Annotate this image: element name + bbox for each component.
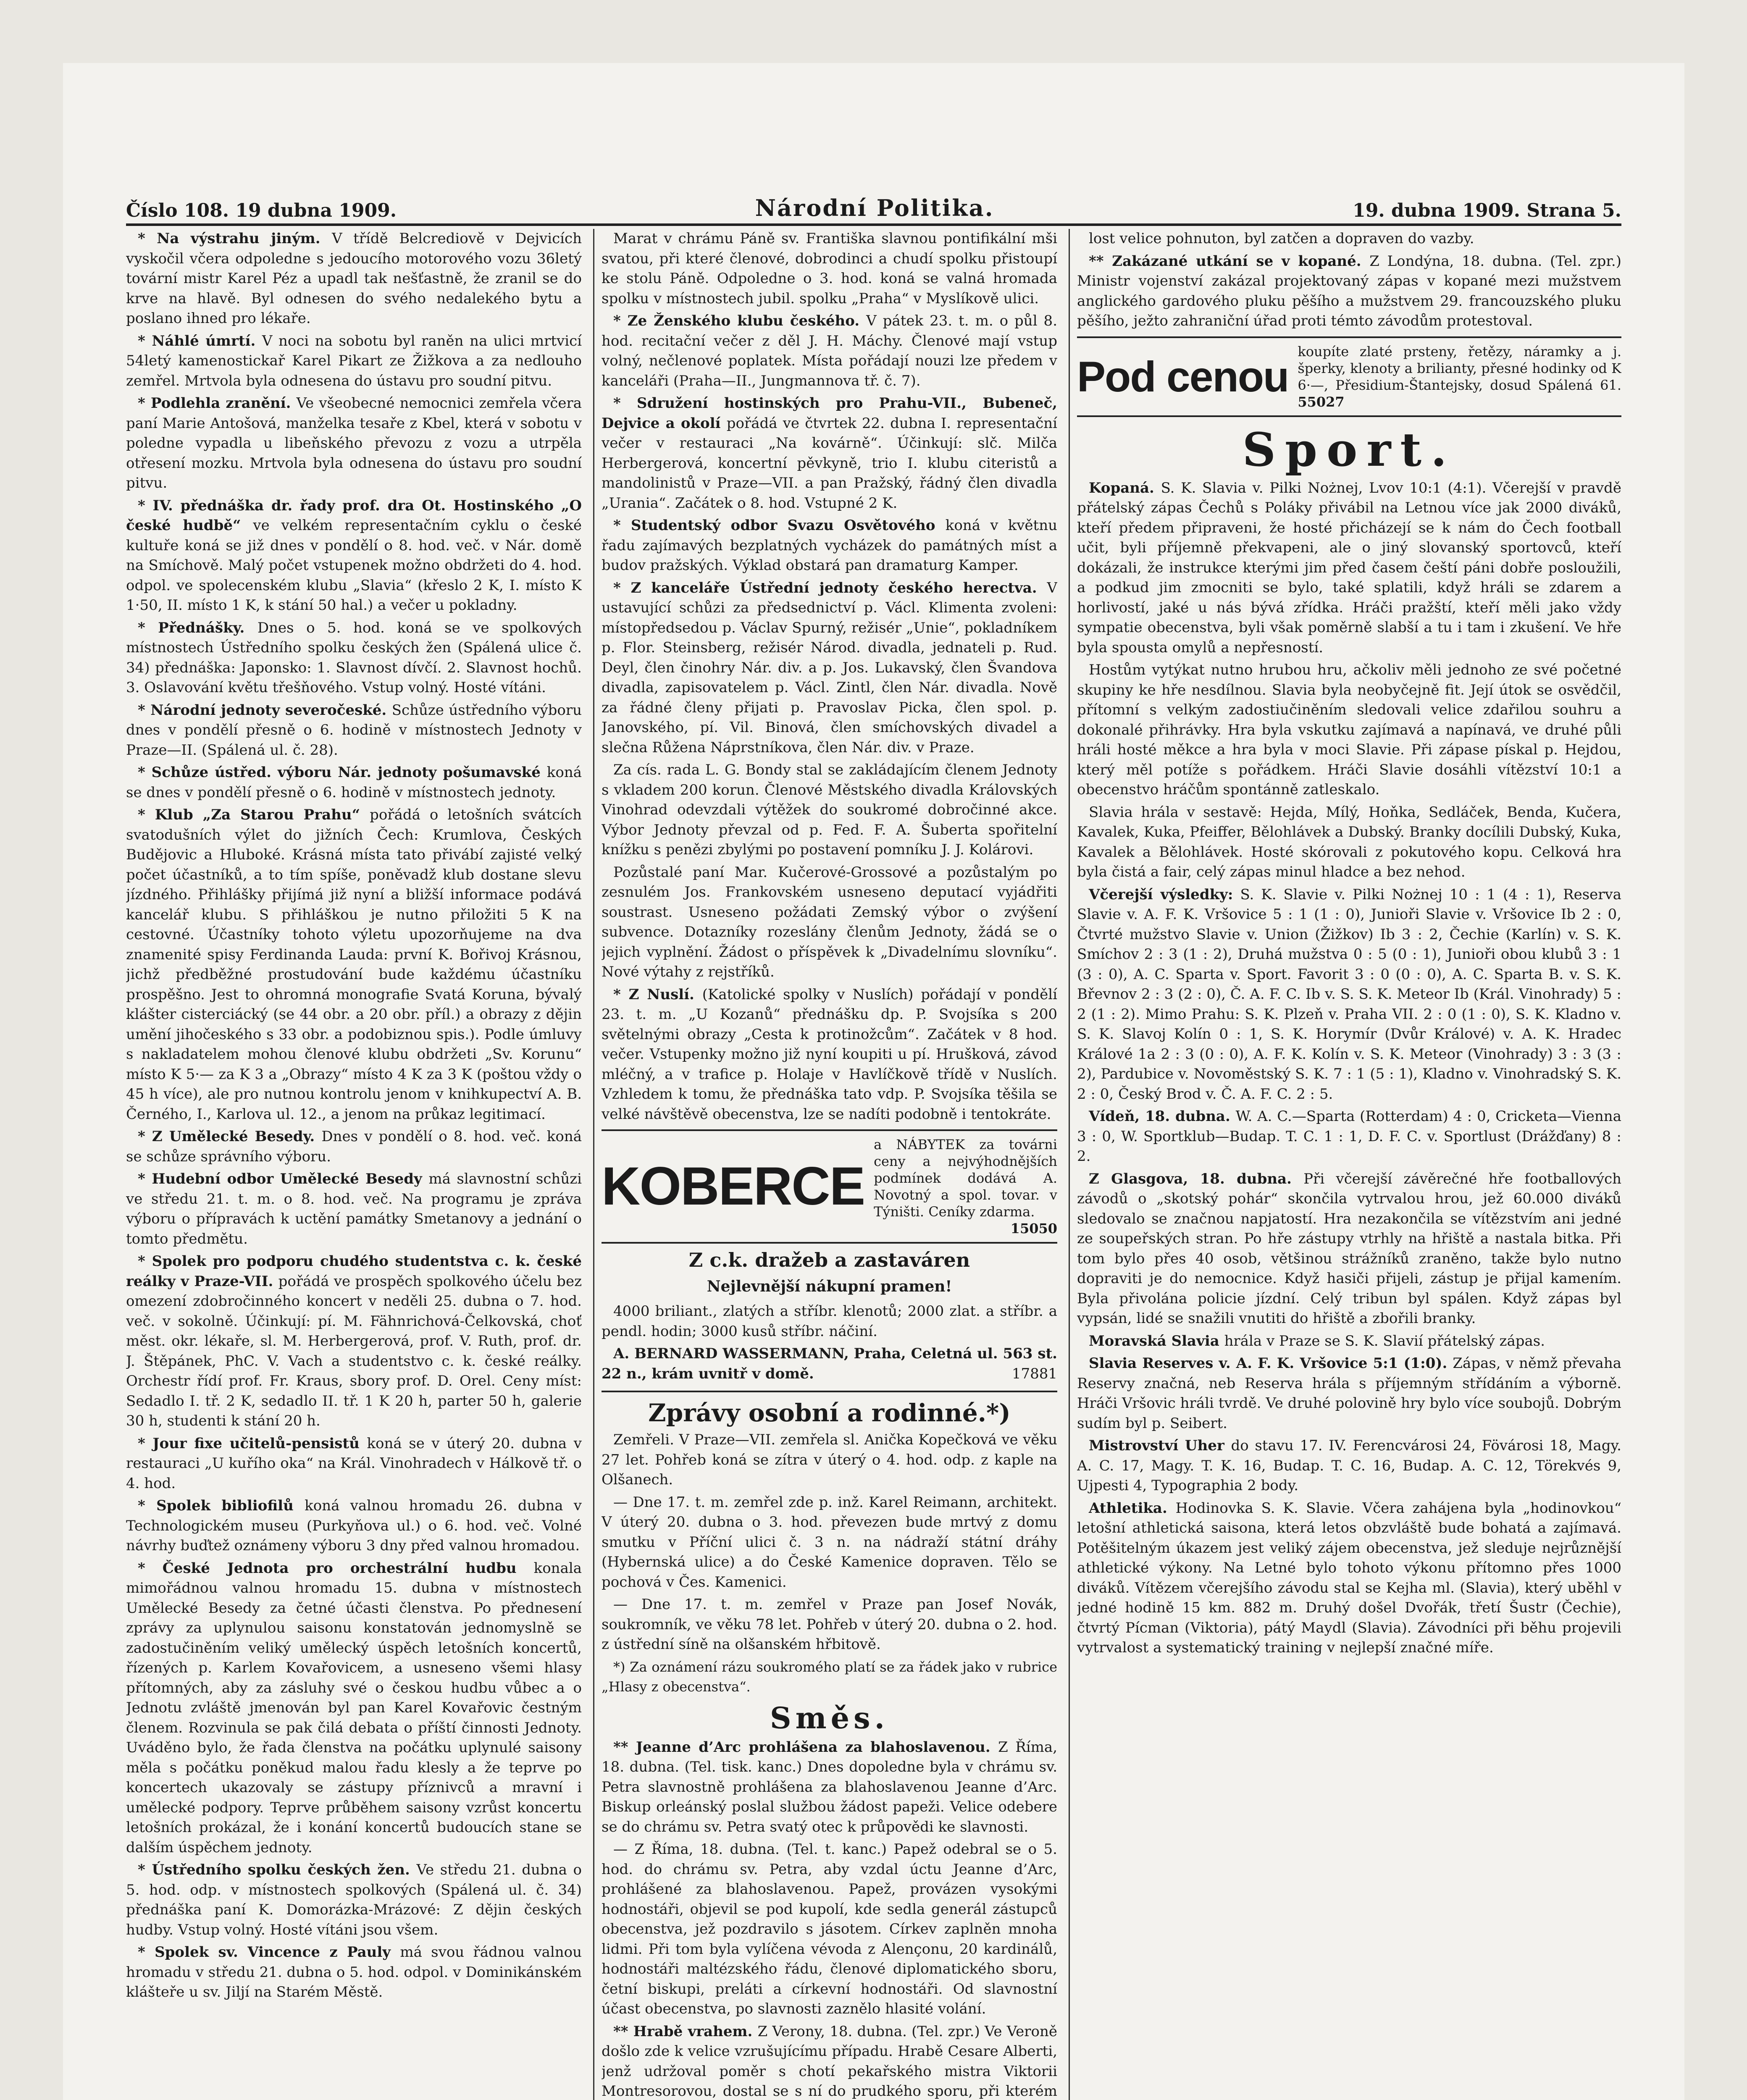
news-item-text: Dnes v pondělí o 8. hod. več. koná se schůze správního výboru.	[126, 1128, 582, 1165]
sport-item	[1077, 1499, 1621, 1658]
sport-results	[1077, 885, 1621, 1105]
column-2-articles	[602, 229, 1057, 1124]
news-item-text: koná valnou hromadu 26. dubna v Technologickém museu (Purkyňova ul.) o 6. hod. več. Volné návrhy buďtež oznámeny výboru 3 dny před valnou hromadou.	[126, 1497, 582, 1554]
news-item	[602, 863, 1057, 982]
news-item	[126, 1496, 582, 1556]
news-item-lead: * Z kanceláře Ústřední jednoty českého herectva.	[613, 579, 1047, 596]
smes-item-text: Z Verony, 18. dubna. (Tel. zpr.) Ve Veroně došlo zde k velice vzrušujícímu případu. Hrabě Cesare Alberti, jenž udržoval poměr s chotí pekařského mistra Viktorii Montresorovou, dostal se s ní do prudkého sporu, při kterém	[602, 2023, 1057, 2100]
smes-title: Směs.	[770, 1700, 889, 1735]
news-item-lead: * Studentský odbor Svazu Osvětového	[613, 517, 946, 534]
sport-item-lead: Z Glasgova, 18. dubna.	[1089, 1170, 1304, 1187]
zastavarna-code: 17881	[1011, 1365, 1057, 1382]
news-item-lead: * Podlehla zranění.	[138, 395, 297, 412]
sport-item-text: do stavu 17. IV. Ferencvárosi 24, Fövárosi 18, Magy. A. C. 17, Magy. T. K. 16, Budap. T. C. 16, Budap. A. C. 12, Törekvés 9, Ujpesti 4, Typographia 2 body.	[1077, 1437, 1621, 1494]
news-item	[126, 1860, 582, 1940]
news-item	[126, 618, 582, 698]
pod-cenou-text: koupíte zlaté prsteny, řetězy, náramky a j. šperky, klenoty a brilianty, přesné hodinky od K 6·—, Přesidium-Štantejsky, dosud Spálená 61.	[1298, 343, 1621, 393]
news-item-text: Ve všeobecné nemocnici zemřela včera paní Marie Antošová, manželka tesaře z Kbel, která v sobotu v poledne vypadla u libeňského převozu z vozu a utrpěla otřesení mozku. Mrtvola byla odnesena do ústavu pro soudní pitvu.	[126, 395, 582, 491]
column-divider	[593, 229, 594, 2100]
zastavarna-name-text: A. BERNARD WASSERMANN, Praha, Celetná ul. 563 st. 22 n., krám uvnitř v domě.	[602, 1345, 1057, 1382]
column-2	[602, 229, 1057, 2100]
news-item-lead: * Národní jednoty severočeské.	[138, 701, 392, 719]
sport-item-text: Slavia hrála v sestavě: Hejda, Mílý, Hoňka, Sedláček, Benda, Kučera, Kavalek, Kuka, Pfeiffer, Bělohlávek a Dubský. Branky docílili Dubský, Kuka, Kavalek a Bělohlávek. Hosté skórovali z pokutového kopu. Celková hra byla čistá a fair, celý zápas minul hladce a bez nehod.	[1077, 803, 1621, 880]
sport-item	[1077, 1354, 1621, 1433]
column-1	[126, 229, 582, 2100]
news-item-lead: * Z Umělecké Besedy.	[138, 1128, 322, 1145]
koberce-ad-text	[874, 1136, 1057, 1237]
news-item-text: konala mimořádnou valnou hromadu 15. dubna v místnostech Umělecké Besedy za četné účasti členstva. Po přednesení zprávy za uplynulou saisonu konstatován jednomyslně se zadostučiněním veliký umělecký úspěch letošních koncertů, řízených p. Karlem Kovařovicem, a usneseno všemi hlasy přítomných, aby za zásluhy své o českou hudbu vůbec a o Jednotu zvláště jmenován byl pan Karel Kovařovic čestným členem. Rozvinula se pak čilá debata o příští činnosti Jednoty. Uváděno bylo, že řada členstva na počátku uplynulé saisony měla s počátku poněkud malou řadu klesly a že teprve po koncertech ukazovaly se zástupy příznivců a mravní i umělecké podpory. Teprve průběhem saisony vzrůst koncertu letošních prokázal, že i konání koncertů budoucích stane se dalším úspěchem jednoty.	[126, 1559, 582, 1856]
news-item-text: Marat v chrámu Páně sv. Františka slavnou pontifikální mši svatou, při které členové, dobrodinci a chudí spolku přistoupí ke stolu Páně. Odpoledne o 3. hod. koná se valná hromada spolku v místnostech jubil. spolku „Praha“ v Myslíkově ulici.	[602, 230, 1057, 307]
news-item	[126, 701, 582, 761]
sport-item-text: S. K. Slavia v. Pilki Nożnej, Lvov 10:1 (4:1). Včerejší v pravdě přátelský zápas Čechů s Poláky přivábil na Letnou více jak 2000 diváků, kteří předem připraveni, že hosté přicházejí se k nám do Čech football učit, byli příjemně překvapeni, ale o jiný slovanský sportovců, kteří dokázali, že instrukce kterými jim před časem čeští páni dobře posloužili, a podkud jim zmocniti se bylo, také splatili, když hráli se zdarem a horlivostí, jaké u nás bývá zřídka. Hráči pražští, kteří měli jako vždy sympatie obecenstva, byli však poměrně slabší a tu i tam i zkušení. Ve hře byla spousta omylů a nepřesností.	[1077, 479, 1621, 656]
news-item-lead: * Ze Ženského klubu českého.	[613, 312, 867, 329]
sport-item-lead: Moravská Slavia	[1089, 1332, 1224, 1349]
zastavarna-text: 4000 briliant., zlatých a stříbr. klenotů; 2000 zlat. a stříbr. a pendl. hodin; 3000 kusů stříbr. náčiní.	[602, 1303, 1057, 1340]
news-item-lead: * Přednášky.	[138, 619, 257, 636]
news-item	[126, 229, 582, 329]
news-item-text: pořádá ve čtvrtek 22. dubna I. representační večer v restauraci „Na kovárně“. Účinkují: slč. Milča Herbergerová, koncertní pěvkyně, trio I. klubu citeristů a mandolinistů v Praze—VII. a pan Pražský, řádný člen divadla „Urania“. Začátek o 8. hod. Vstupné 2 K.	[602, 415, 1057, 512]
news-item-lead: * Jour fixe učitelů-pensistů	[138, 1435, 367, 1452]
news-item-lead: * Spolek sv. Vincence z Pauly	[138, 1944, 400, 1961]
news-item-text: koná v květnu řadu zajímavých bezplatných vycházek do památných míst a budov pražských. Výklad obstará pan dramaturg Kamper.	[602, 517, 1057, 574]
news-item-lead: * Náhlé úmrtí.	[138, 332, 262, 349]
sport-item-lead: Mistrovství Uher	[1089, 1437, 1231, 1454]
sport-item	[1077, 478, 1621, 658]
issue-number: Číslo 108. 19 dubna 1909.	[126, 200, 397, 221]
news-item-lead: * Klub „Za Starou Prahu“	[138, 806, 370, 823]
news-item-lead: * Spolek pro podporu chudého studentstva c. k. české reálky v Praze-VII.	[126, 1253, 582, 1290]
smes-item	[602, 2022, 1057, 2100]
zastavarna-subtitle: Nejlevnější nákupní pramen!	[707, 1278, 952, 1295]
news-item-lead: * Schůze ústřed. výboru Nár. jednoty pošumavské	[138, 764, 547, 781]
news-item-lead: * Ústředního spolku českých žen.	[138, 1861, 417, 1878]
sport-item-text: Zápas, v němž převaha Reservy značná, neb Reserva hrála s příjemným střídáním a výborně. Hráči Vršovic hráli tvrdě. Ve druhé polovině hry bylo více soubojů. Dobrým sudím byl p. Seibert.	[1077, 1355, 1621, 1432]
smes-item-text: Z Říma, 18. dubna. (Tel. tisk. kanc.) Dnes dopoledne byla v chrámu sv. Petra slavnostně prohlášena za blahoslavenou Jeanne d’Arc. Biskup orleánský poslal službou žádost papeži. Velice odebere se do chrámu sv. Petra svatý otec k průpovědi ke slavnosti.	[602, 1738, 1057, 1835]
news-item	[1077, 252, 1621, 331]
sport-item-lead: Slavia Reserves v. A. F. K. Vršovice 5:1 (1:0).	[1089, 1355, 1453, 1372]
sport-item-text: hrála v Praze se S. K. Slavií přátelský zápas.	[1224, 1332, 1545, 1349]
sport-items	[1077, 478, 1621, 882]
sport-item-lead: Vídeň, 18. dubna.	[1089, 1108, 1236, 1125]
news-item-text: má svou řádnou valnou hromadu v středu 21. dubna o 5. hod. odpol. v Dominikánském klášteře u sv. Jiljí na Starém Městě.	[126, 1944, 582, 2000]
news-item-text: má slavnostní schůzi ve středu 21. t. m. o 8. hod. več. Na programu je zpráva výboru o přípravách k uctění památky Smetanovy a jednání o tomto předmětu.	[126, 1171, 582, 1247]
sport-item	[1077, 1331, 1621, 1352]
news-item	[602, 311, 1057, 391]
pod-cenou-title: Pod cenou	[1077, 352, 1289, 401]
news-item-text: (Katolické spolky v Nuslích) pořádají v pondělí 23. t. m. „U Kozanů“ přednášku dp. P. Svojsíka s 200 světelnými obrazy „Cesta k protinožcům“. Začátek v 8 hod. večer. Vstupenky možno již nyní koupiti u pí. Hrušková, závod mléčný, a v trafice p. Holaje v Havlíčkově třídě v Nuslích. Vzhledem k tomu, že přednáška tato vdp. P. Svojsíka těšila se velké návštěvě obecenstva, lze se nadíti podobně i tentokráte.	[602, 986, 1057, 1123]
news-item	[126, 1169, 582, 1249]
date-page: 19. dubna 1909. Strana 5.	[1353, 200, 1621, 221]
sport-title: Sport.	[1242, 422, 1456, 477]
news-item-text: Schůze ústředního výboru dnes v pondělí přesně o 6. hodině v místnostech Jednoty v Praze—II. (Spálená ul. č. 28).	[126, 701, 582, 759]
sport-item-lead: Kopaná.	[1089, 479, 1161, 496]
news-item-text: Z Londýna, 18. dubna. (Tel. zpr.) Ministr vojenství zakázal projektovaný zápas v kopané mezi mužstvem anglického gardového pluku pěšího a mužstvem 29. francouzského pluku pěšího, ježto zahraniční úřad proti témto závodům protestoval.	[1077, 252, 1621, 329]
zastavarna-name	[602, 1344, 1057, 1384]
news-item-lead: * Spolek bibliofilů	[138, 1497, 305, 1514]
news-item	[126, 394, 582, 494]
news-item-text: V noci na sobotu byl raněn na ulici mrtvicí 54letý kamenostickař Karel Pikart ze Žižkova a za nedlouho zemřel. Mrtvola byla odnesena do ústavu pro soudní pitvu.	[126, 332, 582, 389]
news-item	[602, 985, 1057, 1125]
news-item	[126, 1252, 582, 1431]
zastavarna-ad	[602, 1249, 1057, 1392]
sport-items-2	[1077, 1107, 1621, 1658]
smes-item-text: — Z Říma, 18. dubna. (Tel. t. kanc.) Papež odebral se o 5. hod. do chrámu sv. Petra, aby vzdal úctu Jeanne d’Arc, prohlášené za blahoslavenou. Papež, provázen vysokými hodnostáři, objevil se pod kupolí, kde sedla generál zástupců obecenstva, jež pozdravilo s jásotem. Církev zaplněn mnoha lidmi. Při tom byla vylíčena vévoda z Alençonu, 20 kardinálů, hodnostáři maltézského řádu, členové diplomatického sboru, četní biskupi, preláti a církevní hodnostáři. Od slavnostní účast obecenstva, po slavnosti zaznělo hlasité volání.	[602, 1841, 1057, 2017]
sport-item-text: Při včerejší závěrečné hře footballových závodů o „skotský pohár“ skončila vytrvalou hrou, jež 60.000 diváků sledovalo se značnou napjatostí. Hra nezakončila se vítězstvím ani jedné ze soupeřských stran. Po hře zástupy vtrhly na hřiště a nastala bitka. Při tom bylo přes 40 osob, většinou strážníků zraněno, takže bylo nutno dopraviti je do nemocnice. Když hasiči přijeli, zástup je přijal kamením. Byla přivolána policie jízdní. Celý tribun byl spálen. Když zápas byl vypsán, lidé se snažili vnutiti do hřiště a zbořili branky.	[1077, 1170, 1621, 1327]
news-item-text: Ve středu 21. dubna o 5. hod. odp. v místnostech spolkových (Spálená ul. č. 34) přednáška paní K. Domorázka-Mrázové: Z dějin českých hudby. Vstup volný. Hosté vítáni jsou všem.	[126, 1861, 582, 1938]
news-item	[1077, 229, 1621, 249]
news-item-text: koná se v úterý 20. dubna v restauraci „U kuřího oka“ na Král. Vinohradech v Hálkově tř. o 4. hod.	[126, 1435, 582, 1492]
news-item-lead: * IV. přednáška dr. řady prof. dra Ot. Hostinského „O české hudbě“	[126, 497, 582, 534]
page-header	[126, 191, 1621, 221]
column-divider	[1069, 229, 1070, 2100]
zpravy-title: Zprávy osobní a rodinné.*)	[648, 1399, 1011, 1427]
news-item-text: koná se dnes v pondělí přesně o 6. hodině v místnostech jednoty.	[126, 764, 582, 801]
news-item	[126, 1942, 582, 2003]
sport-item-text: W. A. C.—Sparta (Rotterdam) 4 : 0, Cricketa—Vienna 3 : 0, W. Sportklub—Budap. T. C. 1 : 1, D. F. C. v. Sportlust (Drážďany) 8 : 2.	[1077, 1108, 1621, 1165]
koberce-ad	[602, 1129, 1057, 1244]
obituary-item: Zemřeli. V Praze—VII. zemřela sl. Anička Kopečková ve věku 27 let. Pohřeb koná se zítra v úterý o 4. hod. odp. z kaple na Olšanech.	[602, 1431, 1057, 1488]
obituary-item: — Dne 17. t. m. zemřel zde p. inž. Karel Reimann, architekt. V úterý 20. dubna o 3. hod. převezen bude mrtvý z domu smutku v Příční ulici č. 3 n. na nádraží státní dráhy (Hybernská ulice) a do České Kamenice dopraven. Tělo se pochová v Čes. Kamenici.	[602, 1494, 1057, 1591]
news-item	[602, 578, 1057, 758]
sport-results-title: Včerejší výsledky:	[1089, 886, 1233, 903]
sport-item	[1077, 1436, 1621, 1496]
news-item-text: V ustavující schůzi za předsednictví p. Václ. Klimenta zvoleni: místopředsedou p. Václav Spurný, režisér „Unie“, pokladníkem p. Flor. Steinsberg, režisér Národ. divadla, jednateli p. Rud. Deyl, člen činohry Nár. div. a p. Jos. Lukavský, člen Švandova divadla, zapisovatelem p. Václ. Zintl, člen Nár. divadla. Nově za řádné členy přijati p. Pravoslav Picka, člen spol. p. Janovského, pí. Vil. Binová, člen smíchovských divadel a slečna Růžena Náprstníkova, člen Nár. div. v Praze.	[602, 579, 1057, 756]
koberce-ad-code: 15050	[1010, 1221, 1057, 1236]
sport-item	[1077, 1169, 1621, 1329]
news-item-lead: * Sdružení hostinských pro Prahu-VII., Bubeneč, Dejvice a okolí	[602, 395, 1057, 432]
news-item	[602, 760, 1057, 860]
news-item	[126, 1559, 582, 1858]
header-rule	[126, 223, 1621, 226]
smes-items	[602, 1738, 1057, 2100]
news-item	[126, 1434, 582, 1494]
news-item	[126, 1127, 582, 1167]
news-item	[126, 331, 582, 391]
sport-item-text: Hostům vytýkat nutno hrubou hru, ačkoliv měli jednoho ze své početné skupiny ke hře nesdílnou. Slavia byla neobyčejně fit. Její útok se osvědčil, přítomní s velkým zadostiučiněním sledovali velice zdařilou souhru a dokonalé přihrávky. Hra byla vskutku zajímavá a napínavá, ve druhé půli hráli hosté měkce a hra byla v moci Slavie. Při zápase pískal p. Hejdou, který měl potíže s pořádkem. Hráči Slavie dosáhli vítězství 10:1 a obecenstvo hráčům spontánně zatleskalo.	[1077, 662, 1621, 798]
news-item-lead: ** Zakázané utkání se v kopané.	[1089, 252, 1370, 270]
news-item	[602, 394, 1057, 513]
sport-results-text: S. K. Slavie v. Pilki Nożnej 10 : 1 (4 : 1), Reserva Slavie v. A. F. K. Vršovice 5 : 1 (1 : 0), Junioři Slavie v. Vršovice Ib 2 : 0, Čtvrté mužstvo Slavie v. Union (Žižkov) Ib 3 : 2, Čechie (Karlín) v. S. K. Smíchov 2 : 3 (1 : 2), Druhá mužstva 0 : 5 (0 : 1), Junioři obou klubů 3 : 1 (3 : 0), A. C. Sparta v. Sport. Favorit 3 : 0 (0 : 0), A. C. Sparta B. v. S. K. Břevnov 2 : 3 (2 : 0), Č. A. F. C. Ib v. S. S. K. Meteor Ib (Král. Vinohrady) 5 : 2 (1 : 2). Mimo Prahu: S. K. Plzeň v. Praha VII. 2 : 0 (1 : 0), S. K. Kladno v. S. K. Slavoj Kolín 0 : 1, S. K. Horymír (Dvůr Králové) v. A. K. Hradec Králové 1a 2 : 3 (0 : 0), A. F. K. Kolín v. S. K. Meteor (Vinohrady) 3 : 3 (3 : 2), Pardubice v. Novoměstský S. K. 7 : 1 (5 : 1), Kladno v. Vinohradský S. K. 2 : 0, Český Brod v. Č. A. F. C. 2 : 5.	[1077, 886, 1621, 1102]
zastavarna-title: Z c.k. dražeb a zastaváren	[688, 1249, 970, 1271]
news-item	[126, 763, 582, 803]
smes-item-lead: ** Hrabě vrahem.	[613, 2023, 758, 2040]
news-item-text: pořádá ve prospěch spolkového účelu bez omezení zdobročinného koncert v neděli 25. dubna o 7. hod. več. v sokolně. Účinkují: pí. M. Fähnrichová-Čelkovská, choť měst. okr. lékaře, sl. M. Herbergerová, prof. V. Ruth, prof. dr. J. Štěpánek, PhC. V. Vach a studentstvo c. k. české reálky. Orchestr řídí prof. Fr. Kraus, sbory prof. D. Orel. Ceny míst: Sedadlo I. tř. 2 K, sedadlo II. tř. 1 K 20 h, parter 50 h, galerie 30 h, studenti k stání 20 h.	[126, 1273, 582, 1429]
smes-item-lead: ** Jeanne d’Arc prohlášena za blahoslavenou.	[613, 1738, 998, 1756]
pod-cenou-ad	[1077, 336, 1621, 417]
news-item-lead: * České Jednota pro orchestrální hudbu	[138, 1559, 534, 1577]
news-item	[602, 229, 1057, 309]
news-item	[126, 805, 582, 1124]
news-item-text: V pátek 23. t. m. o půl 8. hod. recitační večer z děl J. H. Máchy. Členové mají vstup volný, nečlenové poplatek. Místa pořádají nouzi lze předem v kanceláři (Praha—II., Jungmannova tř. č. 7).	[602, 312, 1057, 389]
masthead: Národní Politika.	[755, 194, 994, 221]
smes-item	[602, 1840, 1057, 2019]
column-3	[1077, 229, 1621, 2100]
news-item-text: Pozůstalé paní Mar. Kučerové-Grossové a pozůstalým po zesnulém Jos. Frankovském usneseno deputací vyjádřiti soustrast. Usneseno požádati Zemský výbor o zvýšení subvence. Dotazníky rozeslány členům Jednoty, žádá se o jejich vyplnění. Žádost o příspěvek k „Divadelnímu slovníku“. Nové výtahy z rejstříků.	[602, 864, 1057, 980]
news-item	[602, 516, 1057, 576]
koberce-ad-body: a NÁBYTEK za továrni ceny a nejvýhodnějších podmínek dodává A. Novotný a spol. tovar. v Týništi. Ceníky zdarma.	[874, 1137, 1057, 1220]
obituary-item: — Dne 17. t. m. zemřel v Praze pan Josef Novák, soukromník, ve věku 78 let. Pohřeb v úterý 20. dubna o 2. hod. z ústřední síně na olšanském hřbitově.	[602, 1596, 1057, 1653]
zpravy-items	[602, 1430, 1057, 1655]
news-item-lead: * Hudební odbor Umělecké Besedy	[138, 1171, 429, 1187]
news-item-lead: * Na výstrahu jiným.	[138, 230, 332, 247]
smes-item	[602, 1738, 1057, 1838]
news-item-text: ve velkém representačním cyklu o české kultuře koná se již dnes v pondělí o 8. hod. več. v Nár. domě na Smíchově. Malý počet vstupenek možno obdržeti do 4. hod. odpol. ve spolecenském klubu „Slavia“ (křeslo 2 K, I. místo K 1·50, II. místo 1 K, k stání 50 hal.) a večer u pokladny.	[126, 517, 582, 614]
sport-item	[1077, 1107, 1621, 1167]
sport-item-lead: Athletika.	[1089, 1499, 1176, 1517]
news-item	[126, 496, 582, 616]
pod-cenou-code: 55027	[1298, 394, 1345, 410]
news-item-text: Za cís. rada L. G. Bondy stal se zakládajícím členem Jednoty s vkladem 200 korun. Členové Městského divadla Královských Vinohrad odevzdali výtěžek do soukromé dobročinné akce. Výbor Jednoty převzal od p. Fed. F. A. Šuberta spořitelní knížku s penězi zbylými po postavení pomníku J. J. Kolárovi.	[602, 761, 1057, 858]
pod-cenou-text-wrap	[1298, 343, 1621, 410]
sport-item	[1077, 803, 1621, 882]
news-item-text: lost velice pohnuton, byl zatčen a dopraven do vazby.	[1089, 230, 1474, 247]
news-item-text: Dnes o 5. hod. koná se ve spolkových místnostech Ústředního spolku českých žen (Spálená ulice č. 34) přednáška: Japonsko: 1. Slavnost dívčí. 2. Slavnost hochů. 3. Oslavování květu třešňového. Vstup volný. Hosté vítáni.	[126, 619, 582, 696]
news-item-lead: * Z Nuslí.	[613, 986, 702, 1003]
koberce-ad-title: KOBERCE	[602, 1156, 865, 1216]
sport-item	[1077, 660, 1621, 800]
sport-item-text: Hodinovka S. K. Slavie. Včera zahájena byla „hodinovkou“ letošní athletická saisona, která letos obzvláště bude bohatá a zajímavá. Potěšitelným úkazem jest veliký zájem obecenstva, jež sleduje nejrůznější athletické výkony. Na Letné bylo tohoto výkonu přítomno přes 1000 diváků. Vítězem včerejšího závodu stal se Kejha ml. (Slavia), který uběhl v jedné hodině 15 km. 882 m. Druhý došel Dvořák, třetí Šustr (Čechie), čtvrtý Pícman (Viktoria), pátý Maydl (Slavia). Závodníci při běhu projevili vytrvalost a systematický training v nejlepší značné míře.	[1077, 1499, 1621, 1656]
news-item-text: pořádá o letošních svátcích svatodušních výlet do jižních Čech: Krumlova, Českých Budějovic a Hluboké. Krásná místa tato přivábí zajisté velký počet účastníků, a to tím spíše, poněvadž klub dostane slevu jízdného. Přihlášky přijímá již nyní a bližší informace podává kancelář klubu. S přihláškou je nutno přiložiti 5 K na cestovné. Účastníky tohoto výletu upozorňujeme na dva znamenité spisy Ferdinanda Lauda: první K. Bořivoj Krásnou, jichž předběžné prostudování bude každému účastníku prospěšno. Jest to ohromná monografie Svatá Koruna, bývalý klášter cisterciácký (se 44 obr. a 20 obr. příl.) a obrazy z dějin umění jihočeského s 33 obr. a podobiznou spis.). Podle úmluvy s nakladatelem mohou členové klubu obdržeti „Sv. Korunu“ místo K 5·— za K 3 a „Obrazy“ místo 4 K za 3 K (poštou vždy o 45 h více), ale pro nutnou kontrolu jenom v knihkupectví A. B. Černého, I., Karlova ul. 12., a jenom na průkaz legitimací.	[126, 806, 582, 1123]
news-item-text: V třídě Belcrediově v Dejvicích vyskočil včera odpoledne s jedoucího motorového vozu 36letý tovární mistr Karel Péz a upadl tak nešťastně, že zranil se do krve na hlavě. Byl odnesen do svého nedalekého bytu a poslano ihned pro lékaře.	[126, 230, 582, 327]
zpravy-note: *) Za oznámení rázu soukromého platí se za řádek jako v rubrice „Hlasy z obecenstva“.	[602, 1659, 1057, 1695]
column-3-articles	[1077, 229, 1621, 331]
